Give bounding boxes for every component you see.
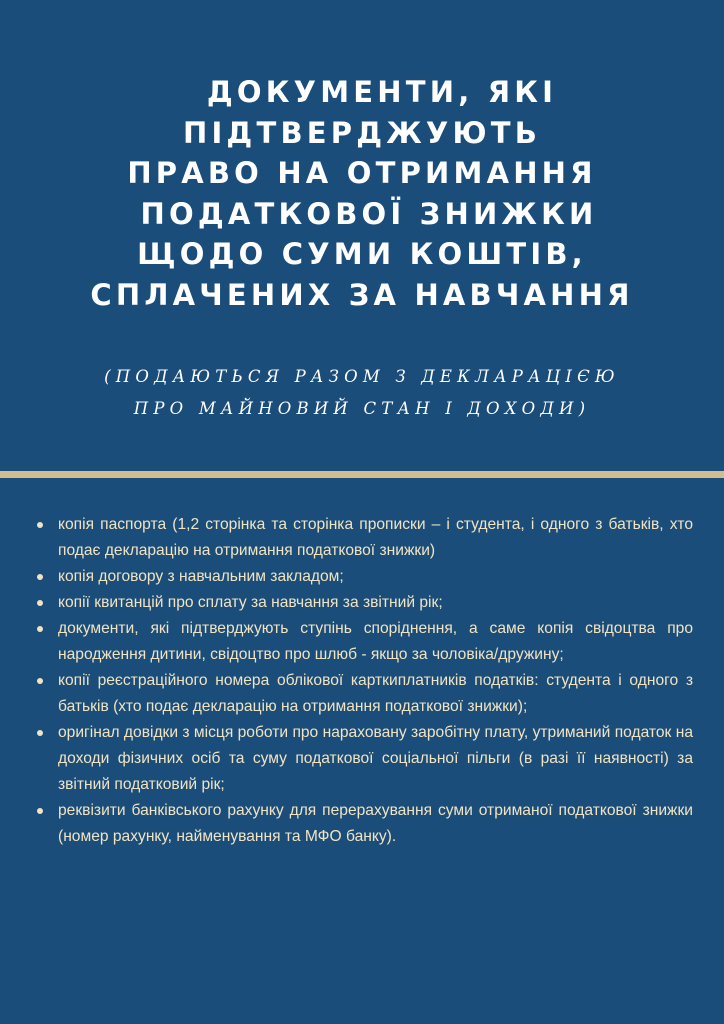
list-item — [37, 512, 693, 564]
list-item-text: копія договору з навчальним закладом; — [58, 568, 344, 585]
list-item-text: документи, які підтверджують ступінь споріднення, а саме копія свідоцтва про народження дитини, свідоцтво про шлюб - якщо за чоловіка/дружину; — [58, 620, 693, 663]
list-item — [37, 564, 693, 590]
page-title — [60, 72, 664, 315]
title-line: ЩОДО СУМИ КОШТІВ, — [137, 237, 587, 271]
subtitle-line: (ПОДАЮТЬСЯ РАЗОМ З ДЕКЛАРАЦІЄЮ — [104, 367, 620, 386]
list-item — [37, 668, 693, 720]
list-item-text: копія паспорта (1,2 сторінка та сторінка прописки – і студента, і одного з батьків, хто подає декларацію на отримання податкової знижки) — [58, 516, 693, 559]
list-item — [37, 590, 693, 616]
list-item — [37, 720, 693, 798]
list-item-text: оригінал довідки з місця роботи про нараховану заробітну плату, утриманий податок на доходи фізичних осіб та суму податкової соціальної пільги (в разі її наявності) за звітний податковий рік; — [58, 724, 693, 793]
divider-line — [0, 471, 724, 478]
title-line: ПРАВО НА ОТРИМАННЯ — [127, 156, 597, 190]
list-item-text: реквізити банківського рахунку для перерахування суми отриманої податкової знижки (номер рахунку, найменування та МФО банку). — [58, 802, 693, 845]
title-line: ПІДТВЕРДЖУЮТЬ — [182, 115, 542, 150]
title-line: ПОДАТКОВОЇ ЗНИЖКИ — [140, 196, 598, 231]
list-item-text: копії квитанцій про сплату за навчання за звітний рік; — [58, 594, 443, 611]
list-item — [37, 798, 693, 850]
documents-list — [37, 512, 693, 850]
subtitle — [40, 361, 684, 425]
list-item — [37, 616, 693, 668]
subtitle-line: ПРО МАЙНОВИЙ СТАН І ДОХОДИ) — [133, 399, 591, 418]
list-item-text: копії реєстраційного номера облікової карткиплатників податків: студента і одного з батьків (хто подає декларацію на отримання податкової знижки); — [58, 672, 693, 715]
title-line: СПЛАЧЕНИХ ЗА НАВЧАННЯ — [90, 277, 634, 312]
title-line: ДОКУМЕНТИ, ЯКІ — [206, 75, 558, 109]
